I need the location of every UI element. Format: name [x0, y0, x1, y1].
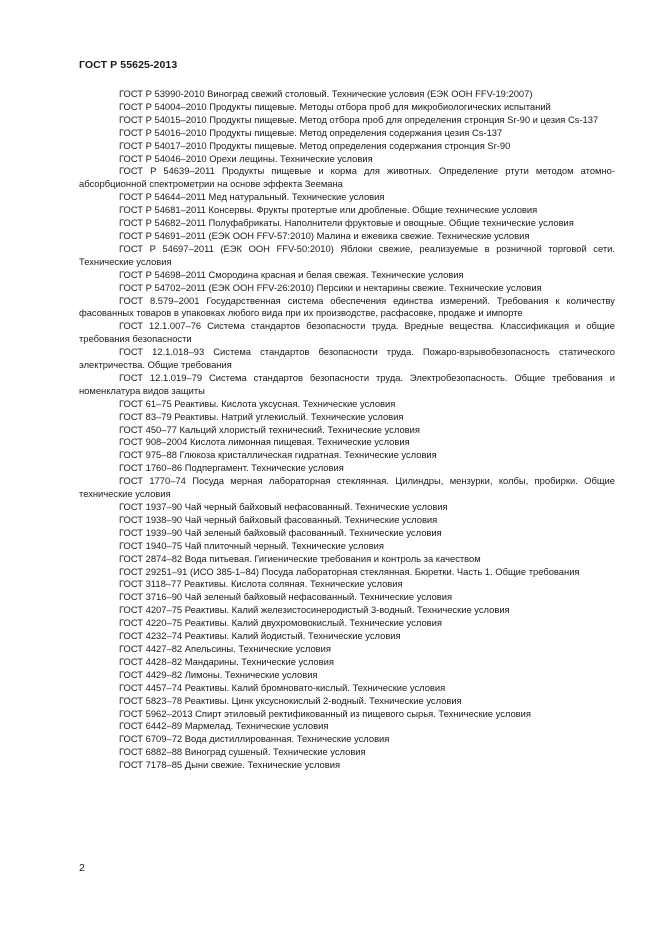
reference-item: ГОСТ 83–79 Реактивы. Натрий углекислый. Технические условия	[119, 410, 404, 422]
reference-item: ГОСТ 1939–90 Чай зеленый байховый фасованный. Технические условия	[119, 526, 442, 538]
reference-item: ГОСТ 450–77 Кальций хлористый технический. Технические условия	[119, 423, 420, 435]
reference-item: ГОСТ 1937–90 Чай черный байховый нефасованный. Технические условия	[119, 501, 448, 512]
reference-item: ГОСТ 975–88 Глюкоза кристаллическая гидратная. Технические условия	[119, 449, 437, 461]
reference-item: ГОСТ 3118–77 Реактивы. Кислота соляная. Технические условия	[119, 578, 403, 590]
reference-item: ГОСТ Р 54046–2010 Орехи лещины. Технические условия	[119, 152, 373, 164]
reference-item: ГОСТ Р 54639–2011 Продукты пищевые и корма для животных. Определение ртути методом атомно-абсорбционной спектрометрии на основе эффекта Зеемана	[79, 165, 615, 190]
reference-item: ГОСТ Р 54702–2011 (ЕЭК ООН FFV-26:2010) Персики и нектарины свежие. Технические условия	[119, 281, 542, 293]
reference-item: ГОСТ Р 54017–2010 Продукты пищевые. Метод определения содержания стронция Sr-90	[119, 139, 511, 151]
reference-item: ГОСТ Р 54697–2011 (ЕЭК ООН FFV-50:2010) Яблоки свежие, реализуемые в розничной торговой сети. Технические условия	[79, 242, 615, 267]
reference-item: ГОСТ 2874–82 Вода питьевая. Гигиенические требования и контроль за качеством	[119, 552, 481, 564]
reference-item: ГОСТ 4429–82 Лимоны. Технические условия	[119, 668, 318, 680]
reference-item: ГОСТ 29251–91 (ИСО 385-1–84) Посуда лабораторная стеклянная. Бюретки. Часть 1. Общие требования	[119, 565, 580, 577]
reference-item: ГОСТ 12.1.019–79 Система стандартов безопасности труда. Электробезопасность. Общие требования и номенклатура видов защиты	[79, 371, 615, 396]
reference-item: ГОСТ 61–75 Реактивы. Кислота уксусная. Технические условия	[119, 397, 396, 409]
reference-item: ГОСТ 6442–89 Мармелад. Технические условия	[119, 720, 329, 732]
reference-item: ГОСТ 5823–78 Реактивы. Цинк уксуснокислый 2-водный. Технические условия	[119, 694, 462, 706]
reference-item: ГОСТ 1770–74 Посуда мерная лабораторная стеклянная. Цилиндры, мензурки, колбы, пробирки. Общие технические условия	[79, 475, 615, 500]
reference-item: ГОСТ 4457–74 Реактивы. Калий бромновато-кислый. Технические условия	[119, 681, 446, 693]
reference-item: ГОСТ 4220–75 Реактивы. Калий двухромовокислый. Технические условия	[119, 617, 442, 629]
page-header-title: ГОСТ Р 55625-2013	[79, 59, 178, 71]
reference-item: ГОСТ 12.1.018–93 Система стандартов безопасности труда. Пожаро-взрывобезопасность статического электричества. Общие требования	[79, 346, 615, 371]
reference-item: ГОСТ Р 53990-2010 Виноград свежий столовый. Технические условия (ЕЭК ООН FFV-19:2007)	[119, 88, 533, 99]
reference-item: ГОСТ Р 54015–2010 Продукты пищевые. Метод отбора проб для определения стронция Sr-90 и цезия Cs-137	[119, 113, 599, 125]
reference-item: ГОСТ 6882–88 Виноград сушеный. Технические условия	[119, 746, 366, 758]
reference-item: ГОСТ Р 54691–2011 (ЕЭК ООН FFV-57:2010) Малина и ежевика свежие. Технические условия	[119, 229, 530, 241]
reference-item: ГОСТ 1760–86 Подпергамент. Технические условия	[119, 462, 344, 474]
reference-item: ГОСТ 3716–90 Чай зеленый байховый нефасованный. Технические условия	[119, 591, 453, 603]
reference-item: ГОСТ 4207–75 Реактивы. Калий железистосинеродистый 3-водный. Технические условия	[119, 604, 510, 616]
reference-item: ГОСТ Р 54644–2011 Мед натуральный. Технические условия	[119, 191, 385, 203]
reference-item: ГОСТ 1940–75 Чай плиточный черный. Технические условия	[119, 539, 384, 551]
reference-item: ГОСТ Р 54682–2011 Полуфабрикаты. Наполнители фруктовые и овощные. Общие технические условия	[119, 217, 574, 229]
reference-item: ГОСТ Р 54681–2011 Консервы. Фрукты протертые или дробленые. Общие технические условия	[119, 204, 538, 216]
reference-item: ГОСТ 4232–74 Реактивы. Калий йодистый. Технические условия	[119, 630, 401, 642]
reference-item: ГОСТ Р 54016–2010 Продукты пищевые. Метод определения содержания цезия Cs-137	[119, 126, 503, 138]
reference-item: ГОСТ 4428–82 Мандарины. Технические условия	[119, 655, 334, 667]
normative-references-list	[79, 88, 615, 772]
reference-item: ГОСТ 908–2004 Кислота лимонная пищевая. Технические условия	[119, 436, 410, 448]
reference-item: ГОСТ 8.579–2001 Государственная система обеспечения единства измерений. Требования к количеству фасованных товаров в упаковках любого вида при их производстве, расфасовке, продаже и импорте	[79, 294, 615, 319]
reference-item: ГОСТ 7178–85 Дыни свежие. Технические условия	[119, 759, 341, 771]
page-number: 2	[79, 862, 85, 874]
reference-item: ГОСТ 1938–90 Чай черный байховый фасованный. Технические условия	[119, 513, 438, 525]
reference-item: ГОСТ 5962–2013 Спирт этиловый ректификованный из пищевого сырья. Технические условия	[119, 707, 531, 719]
reference-item: ГОСТ 6709–72 Вода дистиллированная. Технические условия	[119, 733, 390, 745]
reference-item: ГОСТ Р 54004–2010 Продукты пищевые. Методы отбора проб для микробиологических испытаний	[119, 100, 551, 112]
reference-item: ГОСТ 4427–82 Апельсины. Технические условия	[119, 642, 331, 654]
reference-item: ГОСТ Р 54698–2011 Смородина красная и белая свежая. Технические условия	[119, 268, 464, 280]
reference-item: ГОСТ 12.1.007–76 Система стандартов безопасности труда. Вредные вещества. Классификация и общие требования безопасности	[79, 320, 615, 345]
